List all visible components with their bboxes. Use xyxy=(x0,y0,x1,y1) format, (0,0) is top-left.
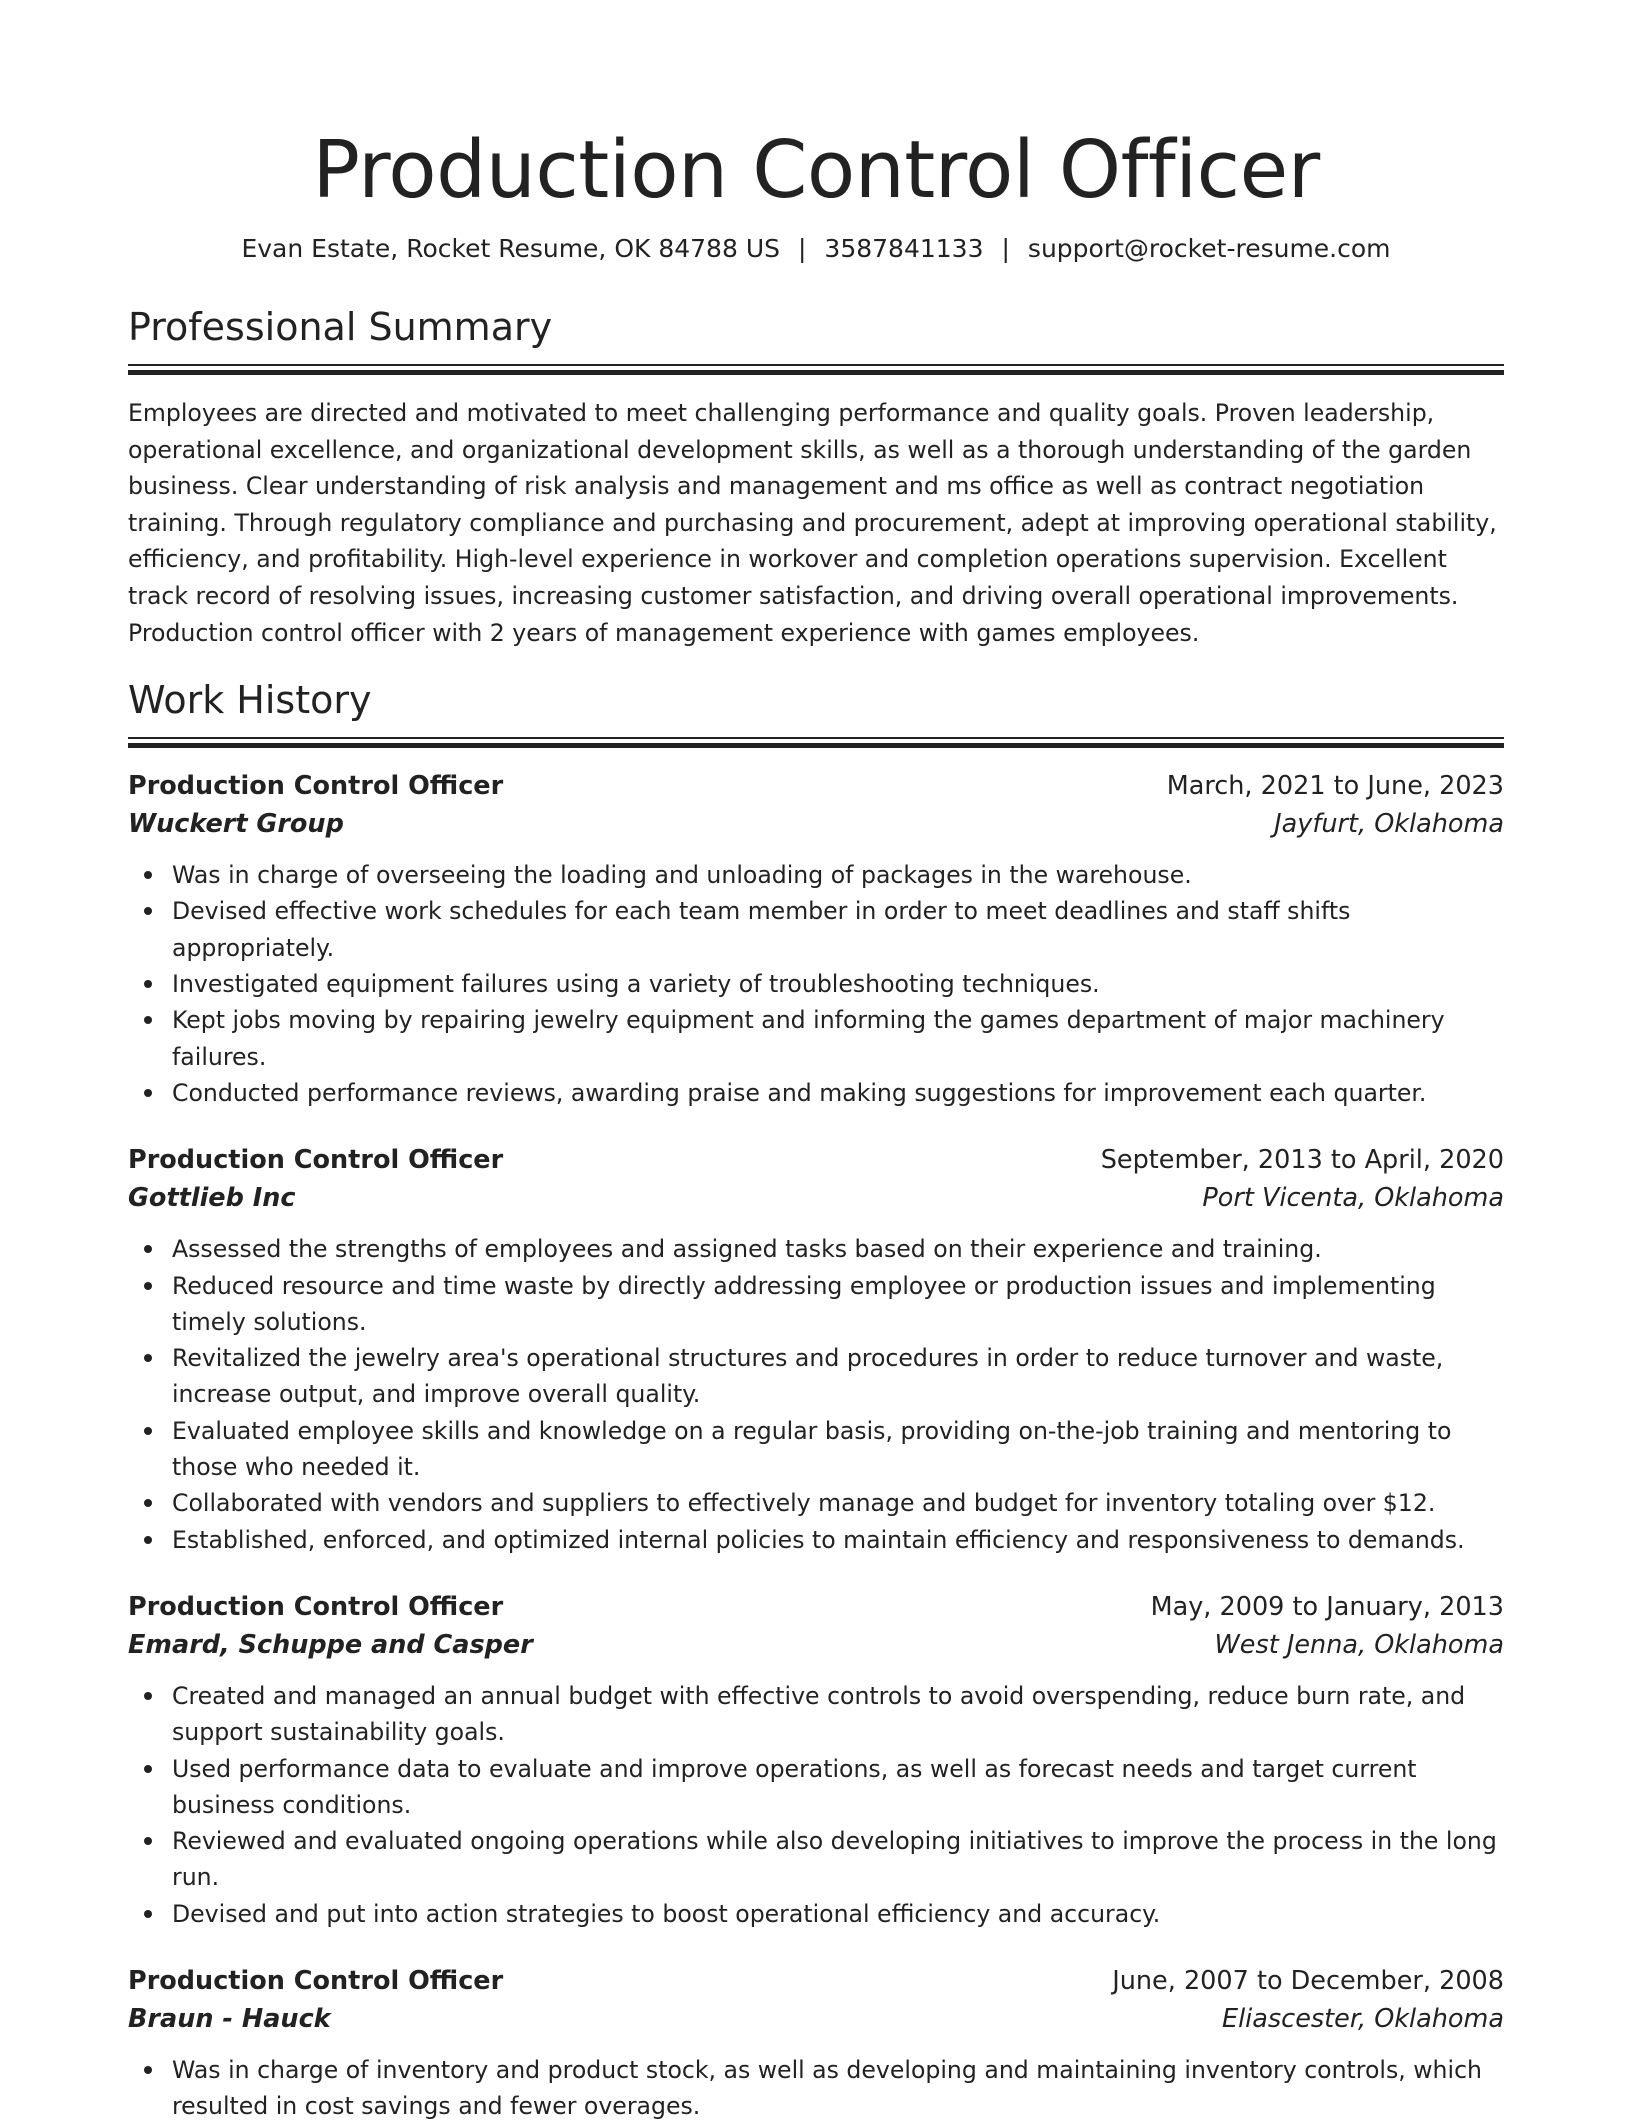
job-dates: June, 2007 to December, 2008 xyxy=(1112,1965,1504,1996)
job-bullet: Reviewed and evaluated ongoing operations while also developing initiatives to improve the process in the long run. xyxy=(128,1823,1504,1896)
job-dates: March, 2021 to June, 2023 xyxy=(1166,771,1504,802)
job-company: Emard, Schuppe and Casper xyxy=(128,1629,533,1660)
job-company: Braun - Hauck xyxy=(128,2003,331,2034)
job-header-row xyxy=(128,1964,1504,1998)
job-bullet: Established, enforced, and optimized internal policies to maintain efficiency and responsiveness to demands. xyxy=(128,1522,1504,1558)
job-location: West Jenna, Oklahoma xyxy=(1214,1629,1504,1660)
job-bullet: Devised effective work schedules for each team member in order to meet deadlines and staff shifts appropriately. xyxy=(128,893,1504,966)
job-entry xyxy=(128,769,1504,1111)
job-title: Production Control Officer xyxy=(128,1145,504,1176)
job-bullet: Reduced resource and time waste by directly addressing employee or production issues and implementing timely solutions. xyxy=(128,1268,1504,1341)
job-bullet-list xyxy=(128,1678,1504,1932)
job-entry xyxy=(128,1964,1504,2125)
job-bullet: Kept jobs moving by repairing jewelry equipment and informing the games department of major machinery failures. xyxy=(128,1002,1504,1075)
job-company: Gottlieb Inc xyxy=(128,1183,296,1214)
professional-summary-text: Employees are directed and motivated to meet challenging performance and quality goals. Proven leadership, operational excellence, and organizational development skills, as well as a thorough understanding of the garden business. Clear understanding of risk analysis and management and ms office as well as contract negotiation training. Through regulatory compliance and purchasing and procurement, adept at improving operational stability, efficiency, and profitability. High-level experience in workover and completion operations supervision. Excellent track record of resolving issues, increasing customer satisfaction, and driving overall operational improvements. Production control officer with 2 years of management experience with games employees. xyxy=(128,399,1497,647)
section-title-work-history: Work History xyxy=(128,678,372,723)
job-company-row xyxy=(128,2002,1504,2036)
job-company: Wuckert Group xyxy=(128,809,344,840)
job-bullet: Devised and put into action strategies to boost operational efficiency and accuracy. xyxy=(128,1896,1504,1932)
job-header-row xyxy=(128,769,1504,803)
job-location: Eliascester, Oklahoma xyxy=(1221,2003,1504,2034)
job-bullet: Collaborated with vendors and suppliers to effectively manage and budget for inventory totaling over $12. xyxy=(128,1485,1504,1521)
job-bullet-list xyxy=(128,2052,1504,2125)
job-company-row xyxy=(128,1181,1504,1215)
resume-page xyxy=(128,0,1504,2125)
job-title: Production Control Officer xyxy=(128,1965,504,1996)
job-bullet-list xyxy=(128,857,1504,1111)
job-entry xyxy=(128,1590,1504,1932)
job-company-row xyxy=(128,807,1504,841)
job-location: Port Vicenta, Oklahoma xyxy=(1202,1183,1504,1214)
contact-separator: | xyxy=(797,234,807,263)
job-bullet-list xyxy=(128,1231,1504,1558)
contact-phone: 3587841133 xyxy=(824,234,984,263)
job-entry xyxy=(128,1143,1504,1558)
job-company-row xyxy=(128,1628,1504,1662)
contact-address: Evan Estate, Rocket Resume, OK 84788 US xyxy=(241,234,780,263)
job-bullet: Was in charge of overseeing the loading and unloading of packages in the warehouse. xyxy=(128,857,1504,893)
job-bullet: Was in charge of inventory and product stock, as well as developing and maintaining inventory controls, which resulted in cost savings and fewer overages. xyxy=(128,2052,1504,2125)
contact-email: support@rocket-resume.com xyxy=(1027,234,1391,263)
contact-separator: | xyxy=(1001,234,1010,263)
job-dates: May, 2009 to January, 2013 xyxy=(1150,1591,1504,1622)
job-bullet: Revitalized the jewelry area's operational structures and procedures in order to reduce turnover and waste, increase output, and improve overall quality. xyxy=(128,1340,1504,1413)
job-bullet: Created and managed an annual budget with effective controls to avoid overspending, reduce burn rate, and support sustainability goals. xyxy=(128,1678,1504,1751)
job-dates: September, 2013 to April, 2020 xyxy=(1100,1145,1504,1176)
job-title: Production Control Officer xyxy=(128,771,504,802)
job-header-row xyxy=(128,1590,1504,1624)
job-bullet: Conducted performance reviews, awarding praise and making suggestions for improvement each quarter. xyxy=(128,1075,1504,1111)
job-bullet: Assessed the strengths of employees and assigned tasks based on their experience and training. xyxy=(128,1231,1504,1267)
job-bullet: Used performance data to evaluate and improve operations, as well as forecast needs and target current business conditions. xyxy=(128,1751,1504,1824)
job-title: Production Control Officer xyxy=(128,1591,504,1622)
contact-line xyxy=(128,232,1504,266)
job-location: Jayfurt, Oklahoma xyxy=(1274,809,1504,840)
job-header-row xyxy=(128,1143,1504,1177)
section-divider xyxy=(128,364,1504,374)
section-title-professional-summary: Professional Summary xyxy=(128,305,553,349)
section-divider xyxy=(128,737,1504,747)
job-bullet: Investigated equipment failures using a variety of troubleshooting techniques. xyxy=(128,966,1504,1002)
resume-name-heading: Production Control Officer xyxy=(312,124,1320,216)
job-bullet: Evaluated employee skills and knowledge on a regular basis, providing on-the-job training and mentoring to those who needed it. xyxy=(128,1413,1504,1486)
